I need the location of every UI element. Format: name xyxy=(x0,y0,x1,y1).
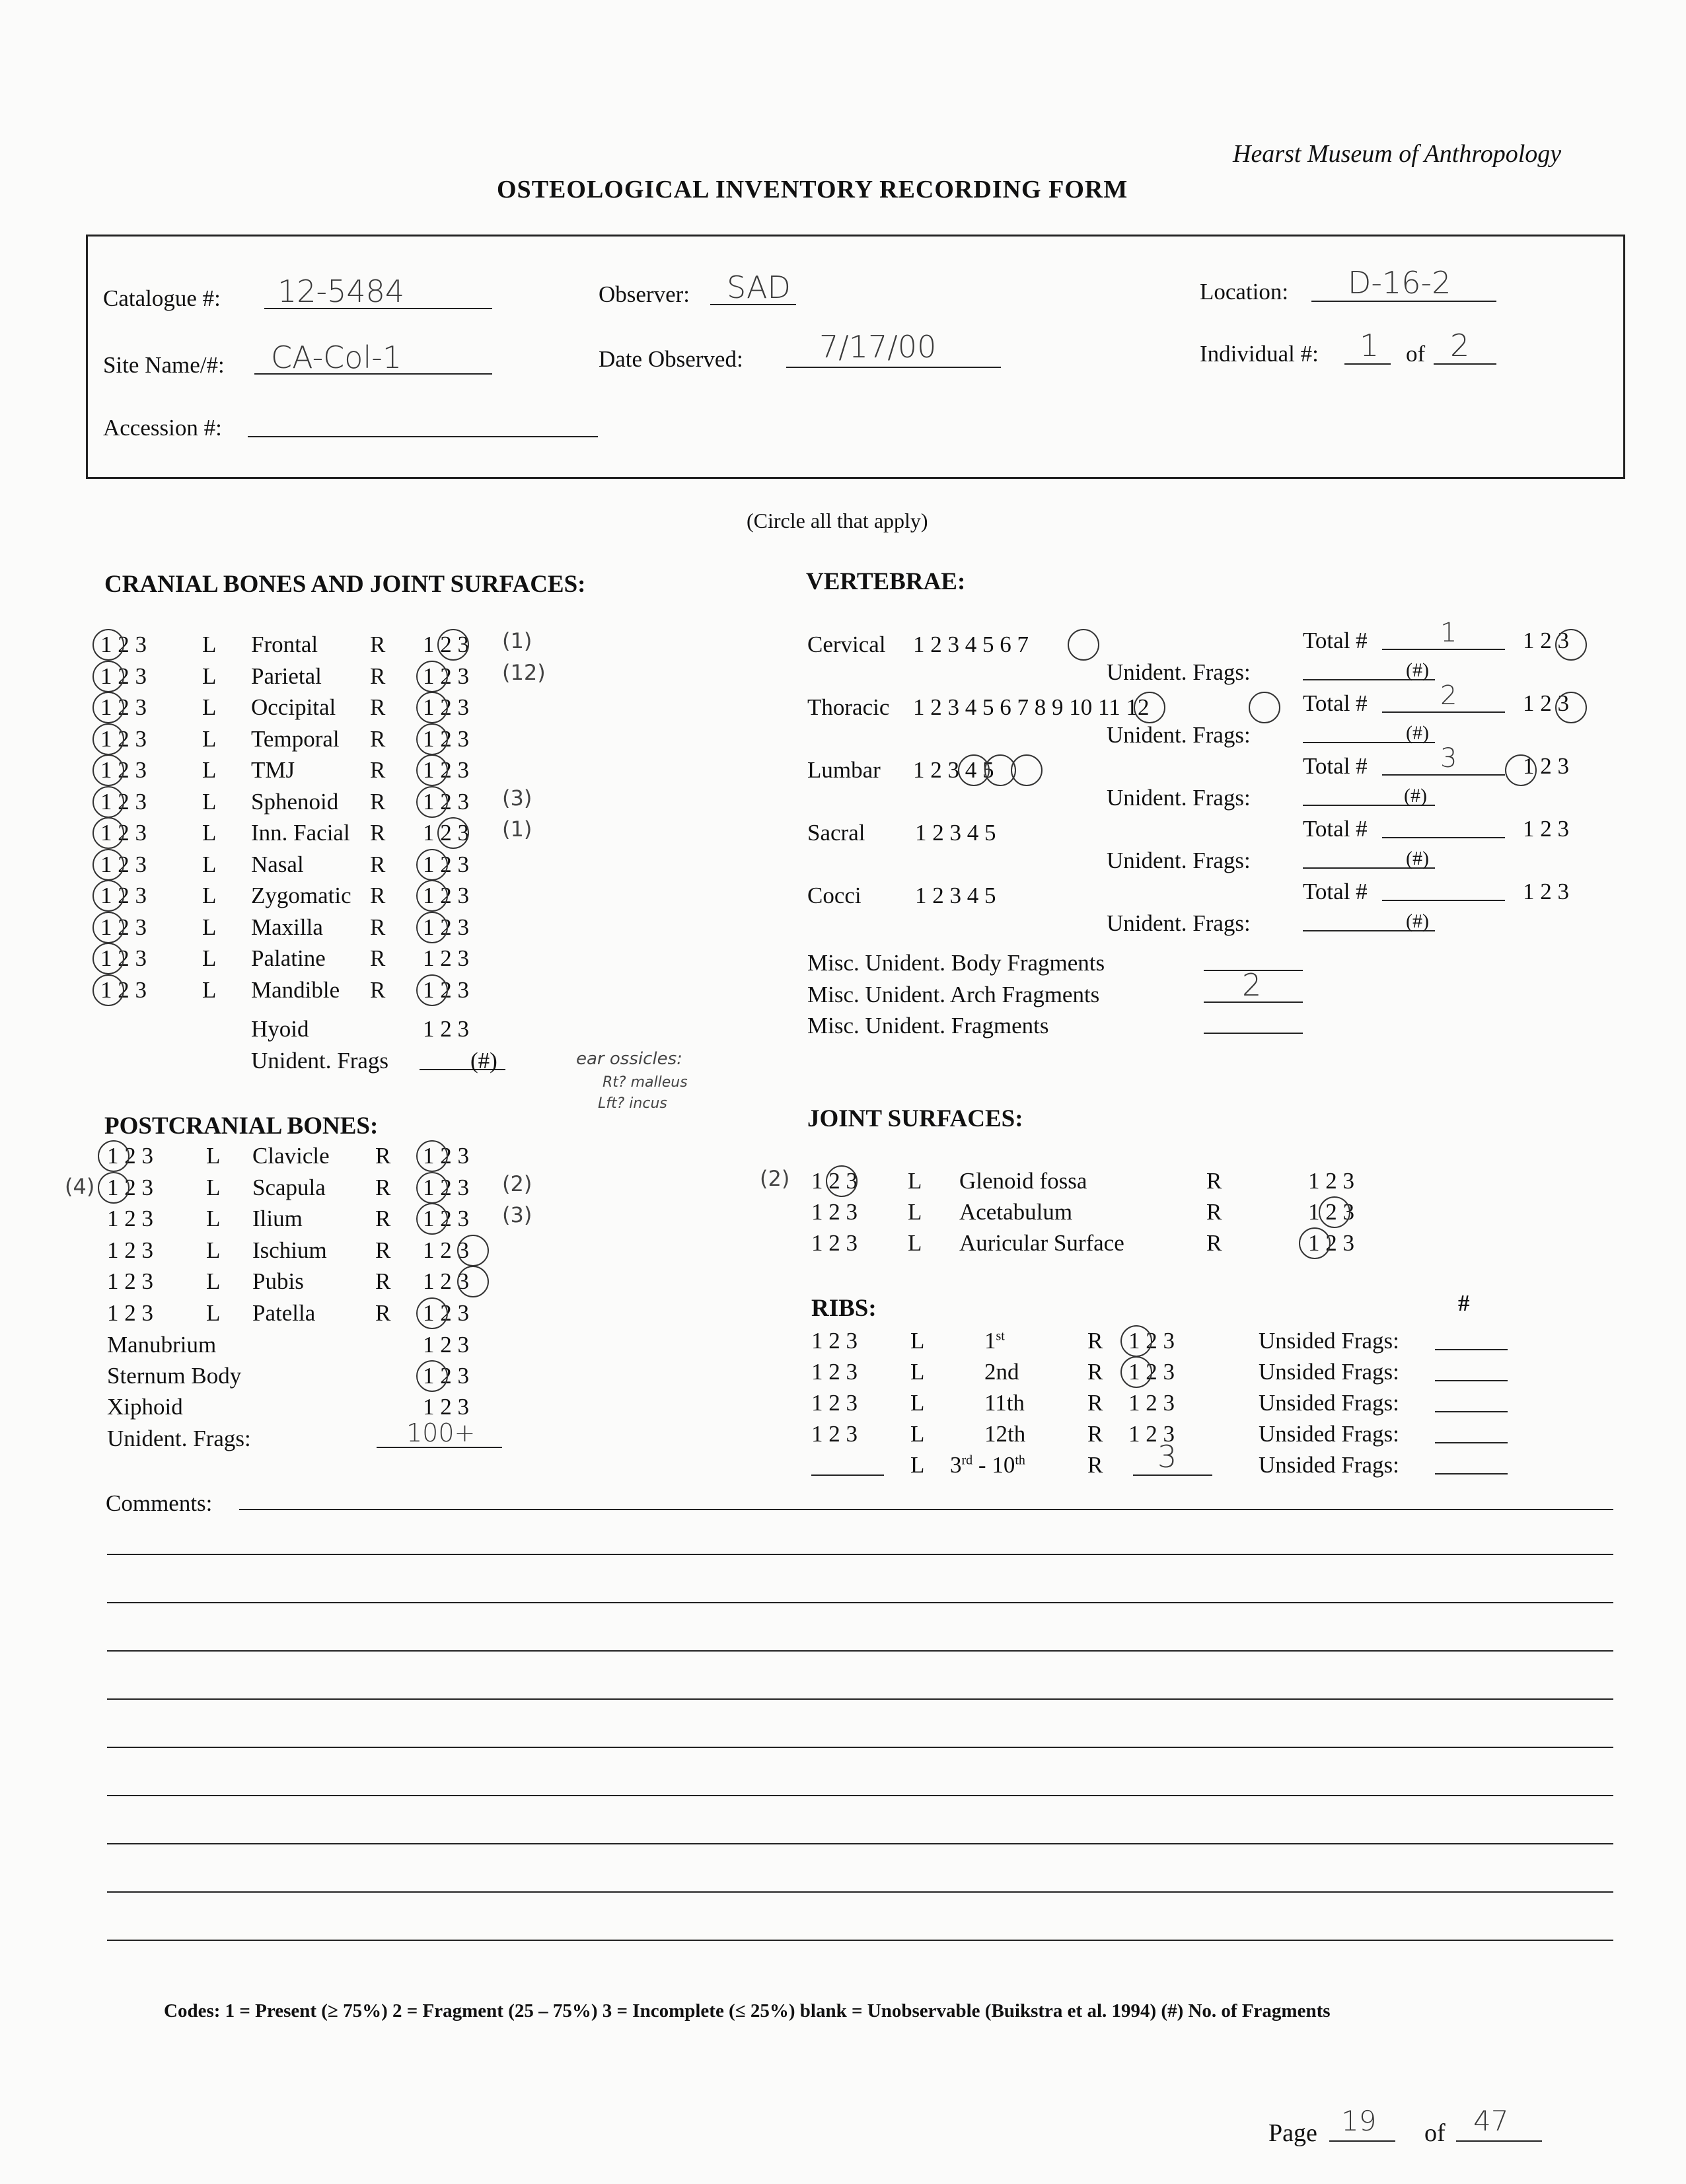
vert-total-label: Total # xyxy=(1303,816,1368,842)
rib-mid-L: L xyxy=(910,1452,925,1478)
individual-total[interactable]: 2 xyxy=(1450,328,1470,363)
cranial-left-nums[interactable]: 1 2 3 xyxy=(100,914,147,940)
joint-R: R xyxy=(1206,1168,1222,1194)
cranial-bone-10: Palatine xyxy=(251,945,326,971)
circle-mark xyxy=(92,817,124,849)
sternum-nums[interactable]: 1 2 3 xyxy=(423,1363,469,1389)
circle-mark xyxy=(416,723,448,755)
cranial-heading: CRANIAL BONES AND JOINT SURFACES: xyxy=(104,571,586,598)
vert-nums-2[interactable]: 1 2 3 4 5 xyxy=(913,757,994,783)
cranial-right-nums[interactable]: 1 2 3 xyxy=(423,945,469,971)
vert-name-3: Sacral xyxy=(807,820,865,846)
cranial-L: L xyxy=(202,726,217,752)
cranial-bone-8: Zygomatic xyxy=(251,883,351,908)
cranial-bone-0: Frontal xyxy=(251,632,318,657)
rib-label-2: 11th xyxy=(984,1390,1025,1416)
vert-unident-label: Unident. Frags: xyxy=(1107,910,1251,936)
cranial-unident-label: Unident. Frags xyxy=(251,1048,389,1074)
rib-unsided: Unsided Frags: xyxy=(1259,1421,1399,1447)
rib-unsided: Unsided Frags: xyxy=(1259,1390,1399,1416)
circle-mark xyxy=(98,1172,129,1204)
cranial-right-nums[interactable]: 1 2 3 xyxy=(423,757,469,783)
circle-mark xyxy=(1505,754,1537,786)
rib-right-nums[interactable]: 1 2 3 xyxy=(1128,1359,1175,1385)
vert-name-4: Cocci xyxy=(807,883,861,908)
vert-name-2: Lumbar xyxy=(807,757,881,783)
post-L: L xyxy=(206,1175,221,1200)
cranial-right-nums[interactable]: 1 2 3 xyxy=(423,789,469,815)
rib-label-1: 2nd xyxy=(984,1359,1019,1385)
rib-mid-unsided: Unsided Frags: xyxy=(1259,1452,1399,1478)
circle-mark xyxy=(826,1165,858,1197)
catalogue-value[interactable]: 12-5484 xyxy=(277,273,405,309)
cranial-note-5: (3) xyxy=(502,785,532,811)
rib-unsided: Unsided Frags: xyxy=(1259,1328,1399,1354)
post-left-nums[interactable]: 1 2 3 xyxy=(107,1175,153,1200)
rib-L: L xyxy=(910,1359,925,1385)
circle-mark xyxy=(92,849,124,881)
cranial-L: L xyxy=(202,757,217,783)
hyoid-label: Hyoid xyxy=(251,1016,309,1042)
cranial-right-nums[interactable]: 1 2 3 xyxy=(423,852,469,877)
circle-mark xyxy=(1299,1227,1331,1259)
vert-total-label: Total # xyxy=(1303,753,1368,779)
vert-total-nums[interactable]: 1 2 3 xyxy=(1523,879,1569,904)
joint-L: L xyxy=(908,1230,922,1256)
joint-name-0: Glenoid fossa xyxy=(959,1168,1087,1194)
rib-L: L xyxy=(910,1328,925,1354)
accession-label: Accession #: xyxy=(103,415,222,441)
cranial-R: R xyxy=(370,632,386,657)
rib-left-nums[interactable]: 1 2 3 xyxy=(811,1359,858,1385)
joint-R: R xyxy=(1206,1230,1222,1256)
circle-mark xyxy=(92,754,124,786)
cranial-L: L xyxy=(202,694,217,720)
vert-total-value-1[interactable]: 2 xyxy=(1440,680,1457,711)
cranial-right-nums[interactable]: 1 2 3 xyxy=(423,694,469,720)
observer-label: Observer: xyxy=(599,281,690,307)
joints-heading: JOINT SURFACES: xyxy=(807,1105,1023,1132)
circle-mark xyxy=(92,661,124,692)
cranial-R: R xyxy=(370,789,386,815)
rib-right-nums[interactable]: 1 2 3 xyxy=(1128,1421,1175,1447)
rib-label-3: 12th xyxy=(984,1421,1026,1447)
cranial-left-nums[interactable]: 1 2 3 xyxy=(100,694,147,720)
location-label: Location: xyxy=(1200,279,1289,305)
cranial-L: L xyxy=(202,663,217,689)
cranial-R: R xyxy=(370,663,386,689)
scapula-left-note: (4) xyxy=(65,1174,95,1199)
cranial-left-nums[interactable]: 1 2 3 xyxy=(100,663,147,689)
cranial-right-nums[interactable]: 1 2 3 xyxy=(423,914,469,940)
circle-mark xyxy=(416,1172,448,1204)
vert-hash: (#) xyxy=(1406,659,1429,681)
joint-L: L xyxy=(908,1199,922,1225)
cranial-R: R xyxy=(370,820,386,846)
cranial-right-nums[interactable]: 1 2 3 xyxy=(423,632,469,657)
post-bone-1: Scapula xyxy=(252,1175,326,1200)
cranial-left-nums[interactable]: 1 2 3 xyxy=(100,789,147,815)
circle-note: (Circle all that apply) xyxy=(747,509,928,532)
rib-left-nums[interactable]: 1 2 3 xyxy=(811,1421,858,1447)
individual-of: of xyxy=(1406,341,1426,367)
page-of: of xyxy=(1424,2119,1446,2147)
cranial-bone-5: Sphenoid xyxy=(251,789,339,815)
circle-mark xyxy=(416,974,448,1006)
post-L: L xyxy=(206,1143,221,1169)
vert-total-nums[interactable]: 1 2 3 xyxy=(1523,628,1569,653)
post-L: L xyxy=(206,1300,221,1326)
post-left-nums[interactable]: 1 2 3 xyxy=(107,1206,153,1231)
ear-note-1: ear ossicles: xyxy=(576,1049,682,1069)
post-bone-3: Ischium xyxy=(252,1237,327,1263)
vert-total-label: Total # xyxy=(1303,690,1368,716)
post-note-1: (2) xyxy=(502,1171,532,1196)
circle-mark xyxy=(92,912,124,943)
cranial-R: R xyxy=(370,694,386,720)
rib-R: R xyxy=(1087,1328,1103,1354)
post-left-nums[interactable]: 1 2 3 xyxy=(107,1143,153,1169)
vert-nums-3[interactable]: 1 2 3 4 5 xyxy=(915,820,996,846)
cranial-right-nums[interactable]: 1 2 3 xyxy=(423,663,469,689)
joint-name-1: Acetabulum xyxy=(959,1199,1073,1225)
codes-legend: Codes: 1 = Present (≥ 75%) 2 = Fragment (25 – 75%) 3 = Incomplete (≤ 25%) blank = Unobservable (Buikstra et al. 1994) (#) No. of Fragments xyxy=(164,2000,1331,2021)
cranial-right-nums[interactable]: 1 2 3 xyxy=(423,977,469,1003)
date-label: Date Observed: xyxy=(599,346,743,372)
page-value[interactable]: 19 xyxy=(1341,2105,1377,2137)
cranial-R: R xyxy=(370,726,386,752)
cranial-note-1: (12) xyxy=(502,660,546,685)
circle-mark xyxy=(416,880,448,912)
vert-name-0: Cervical xyxy=(807,632,886,657)
circle-mark xyxy=(92,786,124,818)
vert-total-label: Total # xyxy=(1303,879,1368,904)
circle-mark xyxy=(1555,692,1587,723)
cranial-right-nums[interactable]: 1 2 3 xyxy=(423,883,469,908)
postcranial-heading: POSTCRANIAL BONES: xyxy=(104,1112,379,1140)
post-R: R xyxy=(375,1300,391,1326)
form-title: OSTEOLOGICAL INVENTORY RECORDING FORM xyxy=(497,176,1128,203)
rib-R: R xyxy=(1087,1390,1103,1416)
museum-name: Hearst Museum of Anthropology xyxy=(1233,140,1562,168)
cranial-R: R xyxy=(370,945,386,971)
vert-unident-label: Unident. Frags: xyxy=(1107,848,1251,873)
vert-hash: (#) xyxy=(1406,848,1429,869)
cranial-L: L xyxy=(202,977,217,1003)
post-note-2: (3) xyxy=(502,1202,532,1227)
cranial-R: R xyxy=(370,883,386,908)
joint-L: L xyxy=(908,1168,922,1194)
circle-mark xyxy=(92,943,124,974)
joint-right-nums[interactable]: 1 2 3 xyxy=(1308,1199,1354,1225)
cranial-L: L xyxy=(202,632,217,657)
post-left-nums[interactable]: 1 2 3 xyxy=(107,1237,153,1263)
ribs-hash: # xyxy=(1458,1290,1470,1316)
page-total[interactable]: 47 xyxy=(1473,2105,1509,2137)
post-left-nums[interactable]: 1 2 3 xyxy=(107,1300,153,1326)
joint-left-nums[interactable]: 1 2 3 xyxy=(811,1199,858,1225)
rib-left-nums[interactable]: 1 2 3 xyxy=(811,1390,858,1416)
rib-left-nums[interactable]: 1 2 3 xyxy=(811,1328,858,1354)
vert-unident-label: Unident. Frags: xyxy=(1107,785,1251,811)
cranial-R: R xyxy=(370,977,386,1003)
ear-note-2: Rt? malleus xyxy=(603,1074,688,1091)
cranial-bone-9: Maxilla xyxy=(251,914,323,940)
circle-mark xyxy=(92,629,124,661)
circle-mark xyxy=(457,1235,489,1266)
circle-mark xyxy=(416,692,448,723)
post-right-nums[interactable]: 1 2 3 xyxy=(423,1268,469,1294)
sternum-label: Sternum Body xyxy=(107,1363,242,1389)
post-bone-5: Patella xyxy=(252,1300,316,1326)
cranial-bone-2: Occipital xyxy=(251,694,336,720)
circle-mark xyxy=(416,1297,448,1329)
manubrium-label: Manubrium xyxy=(107,1332,217,1358)
vert-unident-label: Unident. Frags: xyxy=(1107,659,1251,685)
joint-R: R xyxy=(1206,1199,1222,1225)
joint-name-2: Auricular Surface xyxy=(959,1230,1124,1256)
rib-mid-R: R xyxy=(1087,1452,1103,1478)
ear-note-3: Lft? incus xyxy=(598,1095,667,1112)
cranial-bone-7: Nasal xyxy=(251,852,304,877)
cranial-unident-hash: (#) xyxy=(470,1048,497,1074)
circle-mark xyxy=(457,1266,489,1297)
vert-total-value-2[interactable]: 3 xyxy=(1440,743,1457,774)
vert-name-1: Thoracic xyxy=(807,694,890,720)
circle-mark xyxy=(1068,629,1099,661)
rib-label-0: 1st xyxy=(984,1328,1005,1354)
site-value[interactable]: CA-Col-1 xyxy=(271,340,402,375)
circle-mark xyxy=(416,754,448,786)
individual-value[interactable]: 1 xyxy=(1360,328,1379,363)
joint-left-nums[interactable]: 1 2 3 xyxy=(811,1230,858,1256)
rib-R: R xyxy=(1087,1359,1103,1385)
joint-right-nums[interactable]: 1 2 3 xyxy=(1308,1230,1354,1256)
post-right-nums[interactable]: 1 2 3 xyxy=(423,1300,469,1326)
vert-total-nums[interactable]: 1 2 3 xyxy=(1523,690,1569,716)
location-value[interactable]: D-16-2 xyxy=(1348,265,1451,301)
date-value[interactable]: 7/17/00 xyxy=(819,329,937,365)
post-bone-0: Clavicle xyxy=(252,1143,330,1169)
joint-left-nums[interactable]: 1 2 3 xyxy=(811,1168,858,1194)
misc-frag-label: Misc. Unident. Fragments xyxy=(807,1013,1049,1038)
post-R: R xyxy=(375,1206,391,1231)
vert-nums-4[interactable]: 1 2 3 4 5 xyxy=(915,883,996,908)
page-label: Page xyxy=(1268,2119,1317,2147)
circle-mark xyxy=(437,817,469,849)
post-unident-label: Unident. Frags: xyxy=(107,1426,251,1451)
cranial-bone-3: Temporal xyxy=(251,726,340,752)
cranial-bone-4: TMJ xyxy=(251,757,295,783)
individual-label: Individual #: xyxy=(1200,341,1319,367)
manubrium-nums[interactable]: 1 2 3 xyxy=(423,1332,469,1358)
circle-mark xyxy=(1120,1356,1152,1388)
post-right-nums[interactable]: 1 2 3 xyxy=(423,1206,469,1231)
misc-body-label: Misc. Unident. Body Fragments xyxy=(807,950,1105,976)
circle-mark xyxy=(92,723,124,755)
xiphoid-nums[interactable]: 1 2 3 xyxy=(423,1394,469,1420)
cranial-left-nums[interactable]: 1 2 3 xyxy=(100,820,147,846)
cranial-left-nums[interactable]: 1 2 3 xyxy=(100,945,147,971)
post-bone-4: Pubis xyxy=(252,1268,304,1294)
circle-mark xyxy=(92,974,124,1006)
post-bone-2: Ilium xyxy=(252,1206,303,1231)
circle-mark xyxy=(1011,754,1043,786)
cranial-R: R xyxy=(370,757,386,783)
rib-L: L xyxy=(910,1421,925,1447)
hyoid-nums[interactable]: 1 2 3 xyxy=(423,1016,469,1042)
post-R: R xyxy=(375,1237,391,1263)
cranial-L: L xyxy=(202,852,217,877)
misc-arch-label: Misc. Unident. Arch Fragments xyxy=(807,982,1100,1007)
vert-unident-label: Unident. Frags: xyxy=(1107,722,1251,748)
misc-arch-value[interactable]: 2 xyxy=(1242,967,1262,1003)
rib-mid-label: 3rd - 10th xyxy=(950,1452,1025,1478)
circle-mark xyxy=(92,692,124,723)
rib-R: R xyxy=(1087,1421,1103,1447)
cranial-left-nums[interactable]: 1 2 3 xyxy=(100,632,147,657)
circle-mark xyxy=(1249,692,1280,723)
post-right-nums[interactable]: 1 2 3 xyxy=(423,1143,469,1169)
vert-hash: (#) xyxy=(1406,722,1429,744)
circle-mark xyxy=(437,629,469,661)
circle-mark xyxy=(1555,629,1587,661)
vert-total-value-0[interactable]: 1 xyxy=(1440,618,1457,648)
vert-hash: (#) xyxy=(1406,910,1429,932)
circle-mark xyxy=(416,1203,448,1235)
cranial-note-6: (1) xyxy=(502,817,532,842)
cranial-bone-11: Mandible xyxy=(251,977,340,1003)
rib-L: L xyxy=(910,1390,925,1416)
post-left-nums[interactable]: 1 2 3 xyxy=(107,1268,153,1294)
post-R: R xyxy=(375,1268,391,1294)
post-right-nums[interactable]: 1 2 3 xyxy=(423,1175,469,1200)
circle-mark xyxy=(98,1140,129,1172)
rib-right-nums[interactable]: 1 2 3 xyxy=(1128,1328,1175,1354)
cranial-R: R xyxy=(370,852,386,877)
post-R: R xyxy=(375,1143,391,1169)
post-L: L xyxy=(206,1237,221,1263)
observer-value[interactable]: SAD xyxy=(727,270,791,305)
circle-mark xyxy=(416,1140,448,1172)
rib-mid-value[interactable]: 3 xyxy=(1157,1439,1177,1474)
circle-mark xyxy=(416,661,448,692)
cranial-L: L xyxy=(202,820,217,846)
cranial-L: L xyxy=(202,945,217,971)
post-R: R xyxy=(375,1175,391,1200)
joint-right-nums[interactable]: 1 2 3 xyxy=(1308,1168,1354,1194)
rib-right-nums[interactable]: 1 2 3 xyxy=(1128,1390,1175,1416)
cranial-L: L xyxy=(202,914,217,940)
vert-nums-1[interactable]: 1 2 3 4 5 6 7 8 9 10 11 12 xyxy=(913,694,1150,720)
vert-total-nums[interactable]: 1 2 3 xyxy=(1523,753,1569,779)
cranial-note-0: (1) xyxy=(502,628,532,653)
circle-mark xyxy=(1319,1196,1350,1228)
cranial-bone-1: Parietal xyxy=(251,663,322,689)
post-right-nums[interactable]: 1 2 3 xyxy=(423,1237,469,1263)
vert-total-label: Total # xyxy=(1303,628,1368,653)
cranial-bone-6: Inn. Facial xyxy=(251,820,350,846)
vert-total-nums[interactable]: 1 2 3 xyxy=(1523,816,1569,842)
vert-hash: (#) xyxy=(1404,785,1427,807)
circle-mark xyxy=(416,849,448,881)
cranial-L: L xyxy=(202,789,217,815)
site-label: Site Name/#: xyxy=(103,352,225,378)
comments-label: Comments: xyxy=(106,1490,213,1516)
cranial-right-nums[interactable]: 1 2 3 xyxy=(423,820,469,846)
circle-mark xyxy=(416,786,448,818)
circle-mark xyxy=(92,880,124,912)
vertebrae-heading: VERTEBRAE: xyxy=(806,568,966,595)
post-unident-value[interactable]: 100+ xyxy=(406,1418,476,1447)
glenoid-left-note: (2) xyxy=(760,1166,790,1191)
circle-mark xyxy=(1120,1325,1152,1357)
cranial-left-nums[interactable]: 1 2 3 xyxy=(100,726,147,752)
circle-mark xyxy=(1134,692,1165,723)
catalogue-label: Catalogue #: xyxy=(103,285,221,311)
cranial-left-nums[interactable]: 1 2 3 xyxy=(100,977,147,1003)
vert-nums-0[interactable]: 1 2 3 4 5 6 7 xyxy=(913,632,1029,657)
cranial-L: L xyxy=(202,883,217,908)
cranial-R: R xyxy=(370,914,386,940)
circle-mark xyxy=(416,912,448,943)
cranial-left-nums[interactable]: 1 2 3 xyxy=(100,852,147,877)
cranial-left-nums[interactable]: 1 2 3 xyxy=(100,757,147,783)
cranial-left-nums[interactable]: 1 2 3 xyxy=(100,883,147,908)
rib-unsided: Unsided Frags: xyxy=(1259,1359,1399,1385)
ribs-heading: RIBS: xyxy=(811,1295,877,1322)
post-L: L xyxy=(206,1268,221,1294)
cranial-right-nums[interactable]: 1 2 3 xyxy=(423,726,469,752)
post-L: L xyxy=(206,1206,221,1231)
xiphoid-label: Xiphoid xyxy=(107,1394,183,1420)
